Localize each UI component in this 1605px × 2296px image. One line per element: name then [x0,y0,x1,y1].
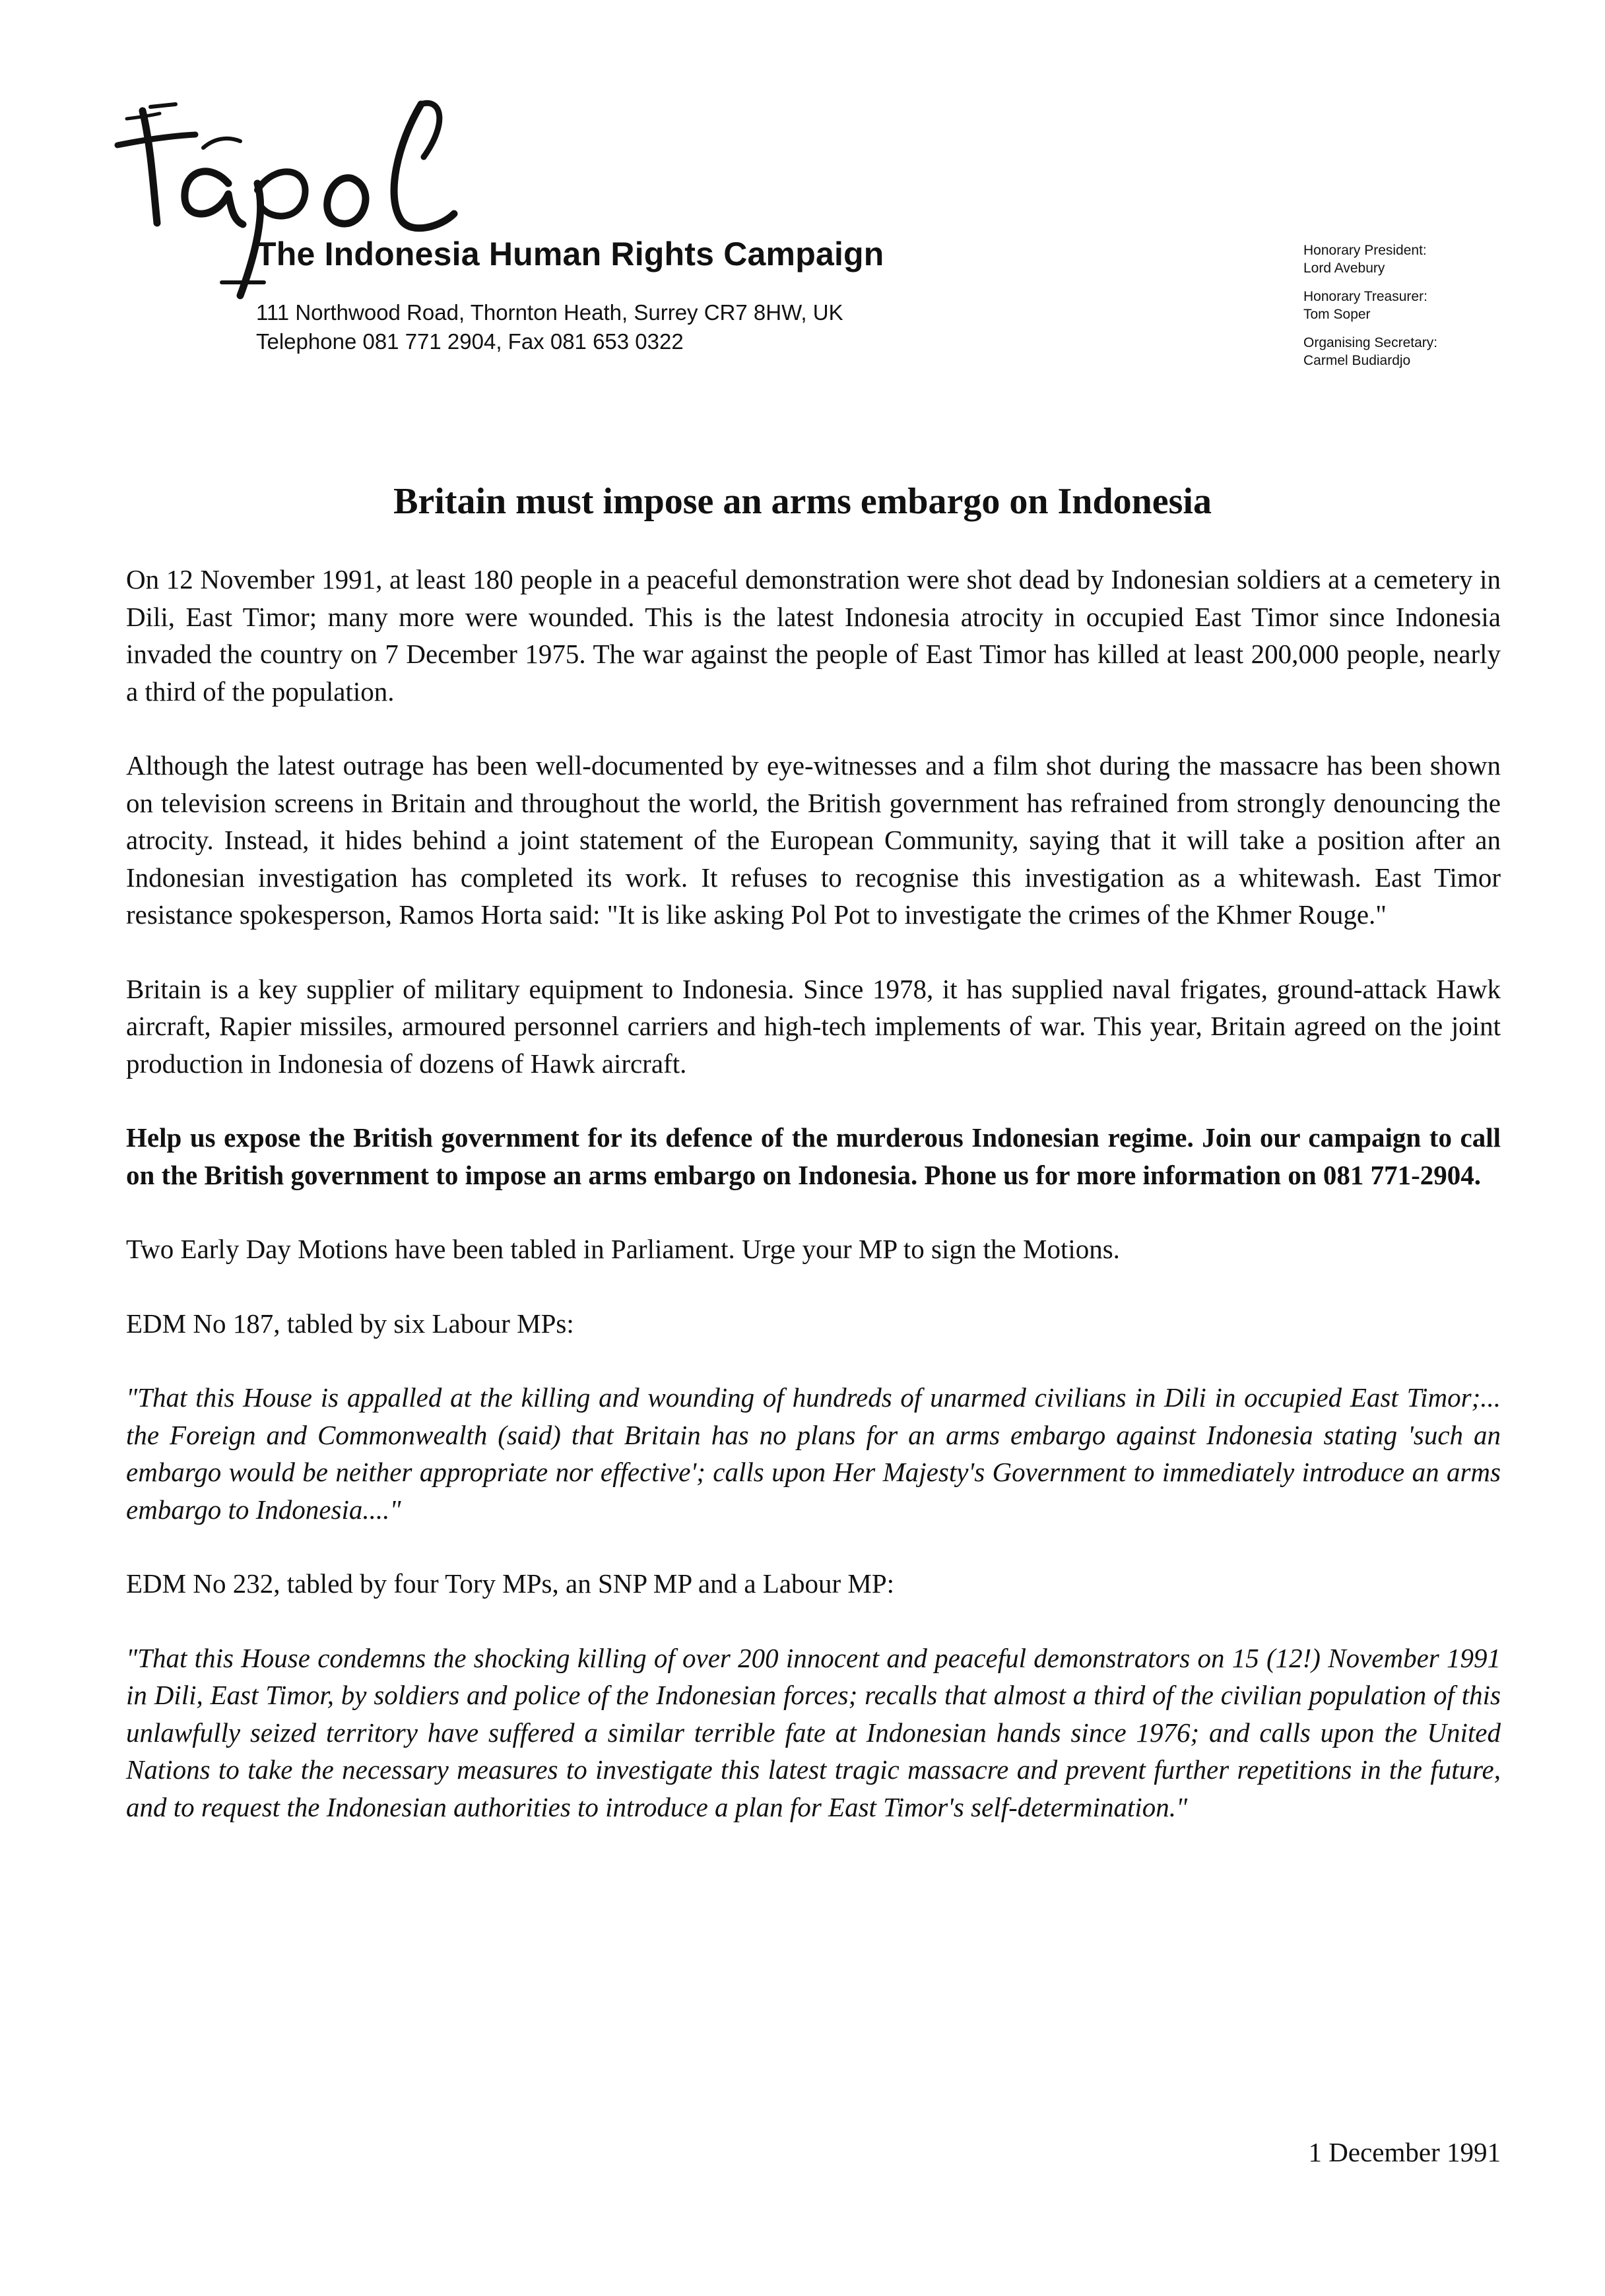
quote-edm-187: "That this House is appalled at the killing and wounding of hundreds of unarmed civilians in Dili in occupied East Timor;... the Foreign and Commonwealth (said) that Britain has no plans for an arms embargo against Indonesia stating 'such an embargo would be neither appropriate nor effective'; calls upon Her Majesty's Government to immediately introduce an arms embargo to Indonesia...." [126,1382,1501,1525]
quote-edm-232: "That this House condemns the shocking killing of over 200 innocent and peaceful demonstrators on 15 (12!) November 1991 in Dili, East Timor, by soldiers and police of the Indonesian forces; recalls that almost a third of the civilian population of this unlawfully seized territory have suffered a similar terrible fate at Indonesian hands since 1976; and calls upon the United Nations to take the necessary measures to investigate this latest tragic massacre and prevent further repetitions in the future, and to request the Indonesian authorities to introduce a plan for East Timor's self-determination." [126,1642,1501,1822]
officer-name: Carmel Budiardjo [1303,353,1411,368]
officer-role: Honorary Treasurer: [1303,289,1427,304]
paragraph-edm-232-heading: EDM No 232, tabled by four Tory MPs, an SNP MP and a Labour MP: [126,1568,895,1599]
paragraph-arms-supply: Britain is a key supplier of military equipment to Indonesia. Since 1978, it has supplied naval frigates, ground-attack Hawk aircraft, Rapier missiles, armoured personnel carriers and high-tech implements of war. This year, Britain agreed on the joint production in Indonesia of dozens of Hawk aircraft. [126,973,1501,1079]
document-title: Britain must impose an arms embargo on Indonesia [393,481,1212,522]
officer-secretary [1303,334,1521,369]
organization-address [256,298,843,356]
officer-role: Organising Secretary: [1303,335,1438,350]
paragraph-government-response: Although the latest outrage has been well-documented by eye-witnesses and a film shot during the massacre has been shown on television screens in Britain and throughout the world, the British government has refrained from strongly denouncing the atrocity. Instead, it hides behind a joint statement of the European Community, saying that it will take a position after an Indonesian investigation has completed its work. It refuses to recognise this investigation as a whitewash. East Timor resistance spokesperson, Ramos Horta said: "It is like asking Pol Pot to investigate the crimes of the Khmer Rouge." [126,750,1501,930]
officers-list [1303,241,1521,380]
officer-name: Lord Avebury [1303,261,1385,276]
paragraph-edm-intro: Two Early Day Motions have been tabled in Parliament. Urge your MP to sign the Motions. [126,1234,1120,1264]
paragraph-dili-massacre: On 12 November 1991, at least 180 people in a peaceful demonstration were shot dead by Indonesian soldiers at a cemetery in Dili, East Timor; many more were wounded. This is the latest Indonesia atrocity in occupied East Timor since Indonesia invaded the country on 7 December 1975. The war against the people of East Timor has killed at least 200,000 people, nearly a third of the population. [126,564,1501,707]
officer-role: Honorary President: [1303,243,1427,258]
organization-name: The Indonesia Human Rights Campaign [256,236,884,272]
officer-president [1303,241,1521,277]
phone-fax-line: Telephone 081 771 2904, Fax 081 653 0322 [256,329,684,354]
officer-treasurer [1303,288,1521,323]
address-line: 111 Northwood Road, Thornton Heath, Surrey CR7 8HW, UK [256,300,843,325]
document-date: 1 December 1991 [1308,2137,1501,2167]
officer-name: Tom Soper [1303,307,1371,322]
paragraph-edm-187-heading: EDM No 187, tabled by six Labour MPs: [126,1308,574,1339]
paragraph-call-to-action: Help us expose the British government for its defence of the murderous Indonesian regime. Join our campaign to call on the British government to impose an arms embargo on Indonesia. Phone us for more information on 081 771-2904. [126,1122,1501,1190]
document-body [126,561,1501,1863]
